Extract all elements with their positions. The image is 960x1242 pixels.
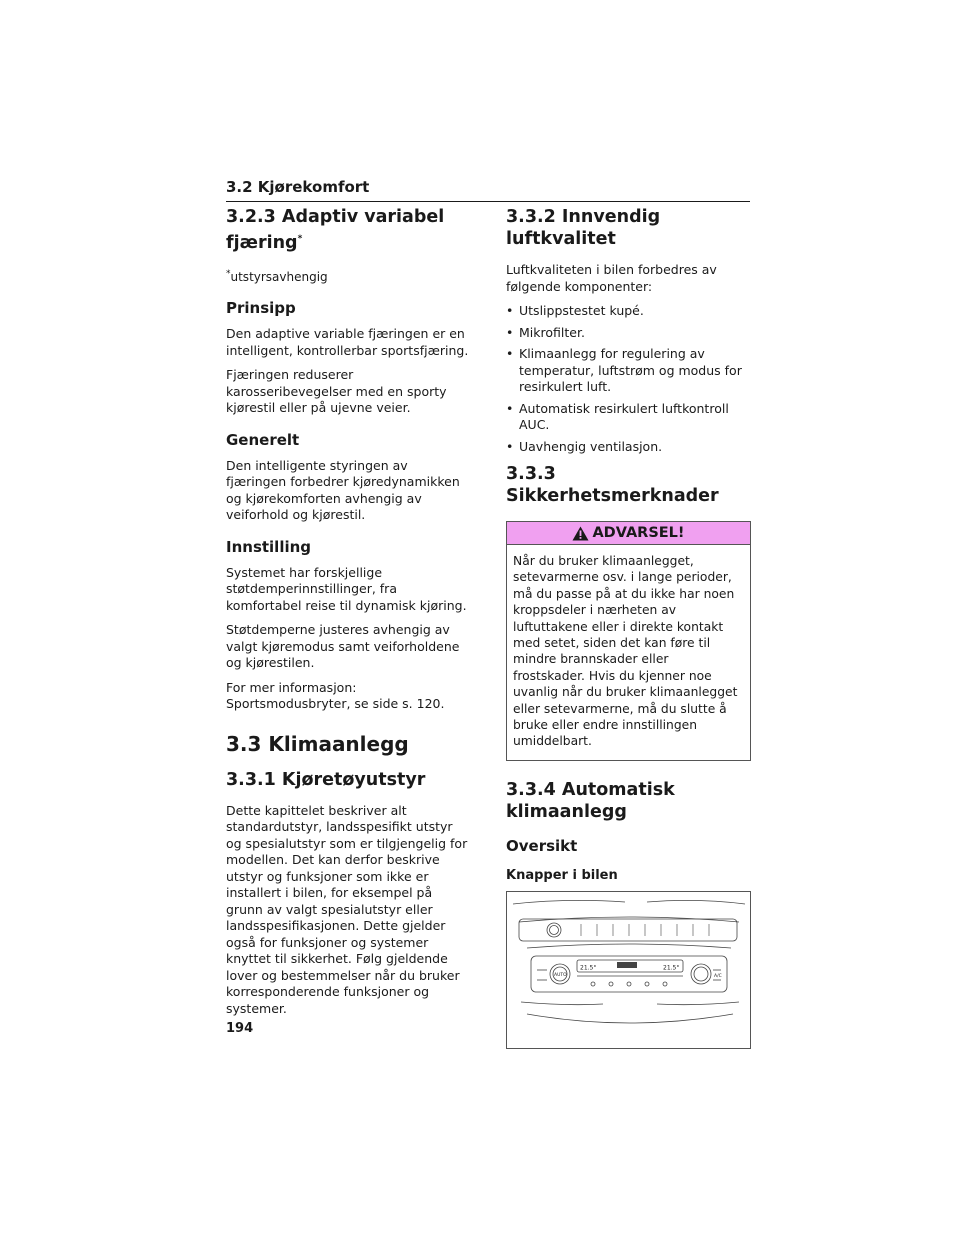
paragraph: Den adaptive variable fjæringen er en intelligent, kontrollerbar sportsfjæring.: [226, 326, 469, 358]
heading-adaptive-suspension: 3.2.3 Adaptiv variabel fjæring*: [226, 207, 445, 253]
warning-triangle-icon: [572, 526, 589, 541]
component-list: [506, 303, 751, 455]
heading-kjoretoyutstyr: 3.3.1 Kjøretøyutstyr: [226, 769, 426, 790]
footnote: *utstyrsavhengig: [226, 268, 328, 284]
heading-knapper-i-bilen: Knapper i bilen: [506, 867, 618, 883]
paragraph: For mer informasjon: Sportsmodusbryter, se side s. 120.: [226, 679, 445, 712]
heading-klimaanlegg: 3.3 Klimaanlegg: [226, 731, 409, 756]
list-item: • Automatisk resirkulert luftkontroll AUC.: [506, 401, 751, 434]
list-item: • Uavhengig ventilasjon.: [506, 439, 751, 456]
climate-panel-illustration: [507, 892, 750, 1048]
paragraph: Systemet har forskjellige støtdemperinnstillinger, fra komfortabel reise til dynamisk kjøring.: [226, 564, 467, 613]
running-head: 3.2 Kjørekomfort: [226, 178, 750, 202]
warning-text: Når du bruker klimaanlegget, setevarmerne osv. i lange perioder, må du passe på at du ikke har noen kroppsdeler i nærheten av luftuttakene eller i direkte kontakt med setet, siden det kan føre til mindre brannskader eller frostskader. Hvis du kjenner noe uvanlig når du bruker klimaanlegget eller setevarmerne, må du slutte å bruke eller endre innstillingen umiddelbart.: [513, 554, 738, 749]
panel-auto-label: AUTO: [554, 972, 567, 978]
paragraph: Fjæringen reduserer karosseribevegelser med en sporty kjørestil eller på ujevne veier.: [226, 367, 447, 416]
heading-prinsipp: Prinsipp: [226, 299, 296, 318]
heading-luftkvalitet: 3.3.2 Innvendig luftkvalitet: [506, 207, 661, 249]
list-item: • Mikrofilter.: [506, 325, 751, 342]
panel-temp-left: 21.5°: [580, 964, 597, 972]
panel-temp-right: 21.5°: [663, 964, 680, 972]
warning-body: [507, 545, 750, 760]
panel-ac-label: A/C: [714, 973, 722, 979]
paragraph: Dette kapittelet beskriver alt standardutstyr, landsspesifikt utstyr og spesialutstyr som er tilgjengelig for modellen. Det kan derfor beskrive utstyr og funksjoner som ikke er installert i bilen, for eksempel på grunn av valgt spesialutstyr eller landsspesifikasjonen. Dette gjelder også for funksjoner og systemer knyttet til sikkerhet. Følg gjeldende lover og bestemmelser når du bruker korresponderende funksjoner og systemer.: [226, 802, 468, 1016]
page-number: 194: [226, 1021, 254, 1036]
warning-title: ADVARSEL!: [592, 525, 685, 541]
paragraph: Støtdemperne justeres avhengig av valgt kjøremodus samt veiforholdene og kjørestilen.: [226, 622, 460, 671]
paragraph: Luftkvaliteten i bilen forbedres av følgende komponenter:: [506, 262, 717, 294]
heading-innstilling: Innstilling: [226, 537, 312, 556]
heading-sikkerhetsmerknader: 3.3.3 Sikkerhetsmerknader: [506, 464, 719, 506]
heading-generelt: Generelt: [226, 430, 300, 449]
list-item: • Klimaanlegg for regulering av temperatur, luftstrøm og modus for resirkulert luft.: [506, 346, 751, 396]
warning-header: [507, 522, 750, 545]
heading-oversikt: Oversikt: [506, 836, 578, 855]
paragraph: Den intelligente styringen av fjæringen forbedrer kjøredynamikken og kjørekomforten avhengig av veiforhold og kjørestil.: [226, 457, 460, 523]
list-item: • Utslippstestet kupé.: [506, 303, 751, 320]
left-column: [226, 206, 471, 1025]
asterisk: *: [297, 234, 303, 244]
heading-automatisk-klimaanlegg: 3.3.4 Automatisk klimaanlegg: [506, 779, 675, 822]
warning-box: [506, 521, 751, 761]
right-column: [506, 206, 751, 1049]
climate-panel-figure: [506, 891, 751, 1049]
